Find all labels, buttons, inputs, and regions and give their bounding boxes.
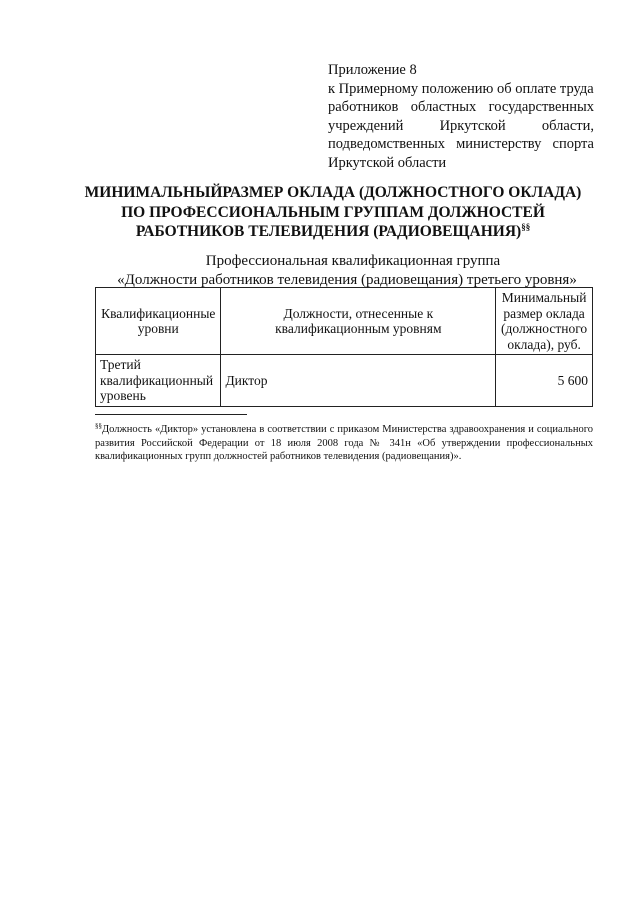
title-line <box>60 222 606 242</box>
column-header-positions: Должности, отнесенные к квалификационным уровням <box>221 288 496 355</box>
footnote-line: развития Российской Федерации от 18 июля 2008 года № 341н «Об утверждении профессиональных <box>95 437 593 449</box>
group-heading-line: «Должности работников телевидения (радиовещания) третьего уровня» <box>117 272 577 288</box>
salary-table <box>95 287 593 407</box>
table-cell-level: Третий квалификационный уровень <box>96 355 221 407</box>
column-header-salary: Минимальный размер оклада (должностного оклада), руб. <box>496 288 593 355</box>
table-cell-salary: 5 600 <box>496 355 593 407</box>
footnote-reference: §§ <box>521 222 531 232</box>
title-line-text: РАБОТНИКОВ ТЕЛЕВИДЕНИЯ (РАДИОВЕЩАНИЯ) <box>135 223 522 240</box>
footnote <box>95 423 593 464</box>
footnote-marker: §§ <box>95 422 102 430</box>
appendix-text-line: учреждений Иркутской области, <box>328 117 594 134</box>
appendix-header <box>328 61 594 172</box>
appendix-text-line: к Примерному положению об оплате труда <box>328 80 594 97</box>
footnote-separator <box>95 414 247 415</box>
appendix-text-line: Иркутской области <box>328 154 447 171</box>
title-line: ПО ПРОФЕССИОНАЛЬНЫМ ГРУППАМ ДОЛЖНОСТЕЙ <box>121 203 545 221</box>
table-cell-position: Диктор <box>221 355 496 407</box>
appendix-number: Приложение 8 <box>328 62 417 78</box>
table-row <box>96 355 593 407</box>
appendix-text-line: работников областных государственных <box>328 99 594 115</box>
footnote-line-text: Должность «Диктор» установлена в соответствии с приказом Министерства здравоохранения и социального <box>102 424 593 435</box>
group-heading-line: Профессиональная квалификационная группа <box>205 253 501 269</box>
document-title <box>60 183 606 242</box>
footnote-line: квалификационных групп должностей работников телевидения (радиовещания)». <box>95 451 462 462</box>
footnote-line <box>95 423 593 437</box>
qualification-group-heading <box>60 252 639 290</box>
table-header-row <box>96 288 593 355</box>
appendix-text-line: подведомственных министерству спорта <box>328 136 594 152</box>
title-line: МИНИМАЛЬНЫЙРАЗМЕР ОКЛАДА (ДОЛЖНОСТНОГО ОКЛАДА) <box>84 184 582 201</box>
column-header-levels: Квалификационные уровни <box>96 288 221 355</box>
